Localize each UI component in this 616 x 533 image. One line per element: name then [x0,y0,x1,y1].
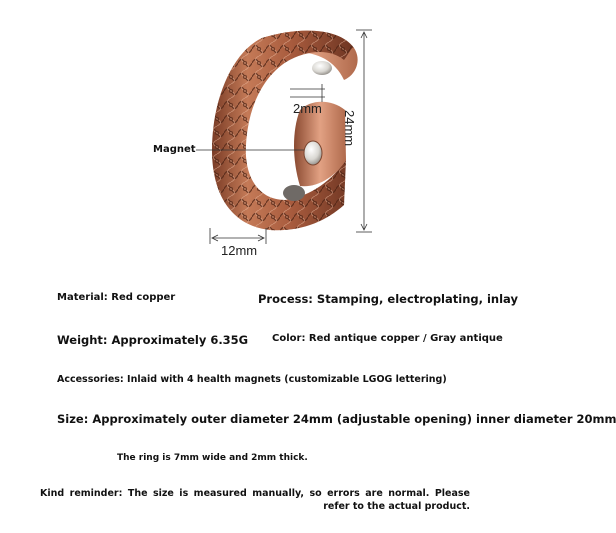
copper-magnetic-ring-illustration-icon [0,0,533,280]
spec-color: Color: Red antique copper / Gray antique [272,333,503,344]
spec-process: Process: Stamping, electroplating, inlay [258,292,518,306]
spec-reminder: Kind reminder: The size is measured manually, so errors are normal. Please refer to the actual product. [40,488,470,512]
magnet-top-icon [312,61,332,75]
magnet-callout-label: Magnet [153,144,196,155]
spec-ring-width: The ring is 7mm wide and 2mm thick. [117,453,308,463]
spec-weight: Weight: Approximately 6.35G [57,333,249,347]
magnet-bottom-icon [283,185,305,201]
product-figure [0,0,533,280]
height-dimension-label: 24mm [342,110,357,147]
spec-material: Material: Red copper [57,292,176,303]
spec-accessories: Accessories: Inlaid with 4 health magnets (customizable LGOG lettering) [57,374,447,385]
magnet-middle-icon [304,141,322,165]
width-dimension-label: 12mm [221,243,258,258]
spec-size: Size: Approximately outer diameter 24mm (adjustable opening) inner diameter 20mm [57,412,616,426]
thickness-dimension-label: 2mm [293,101,322,116]
